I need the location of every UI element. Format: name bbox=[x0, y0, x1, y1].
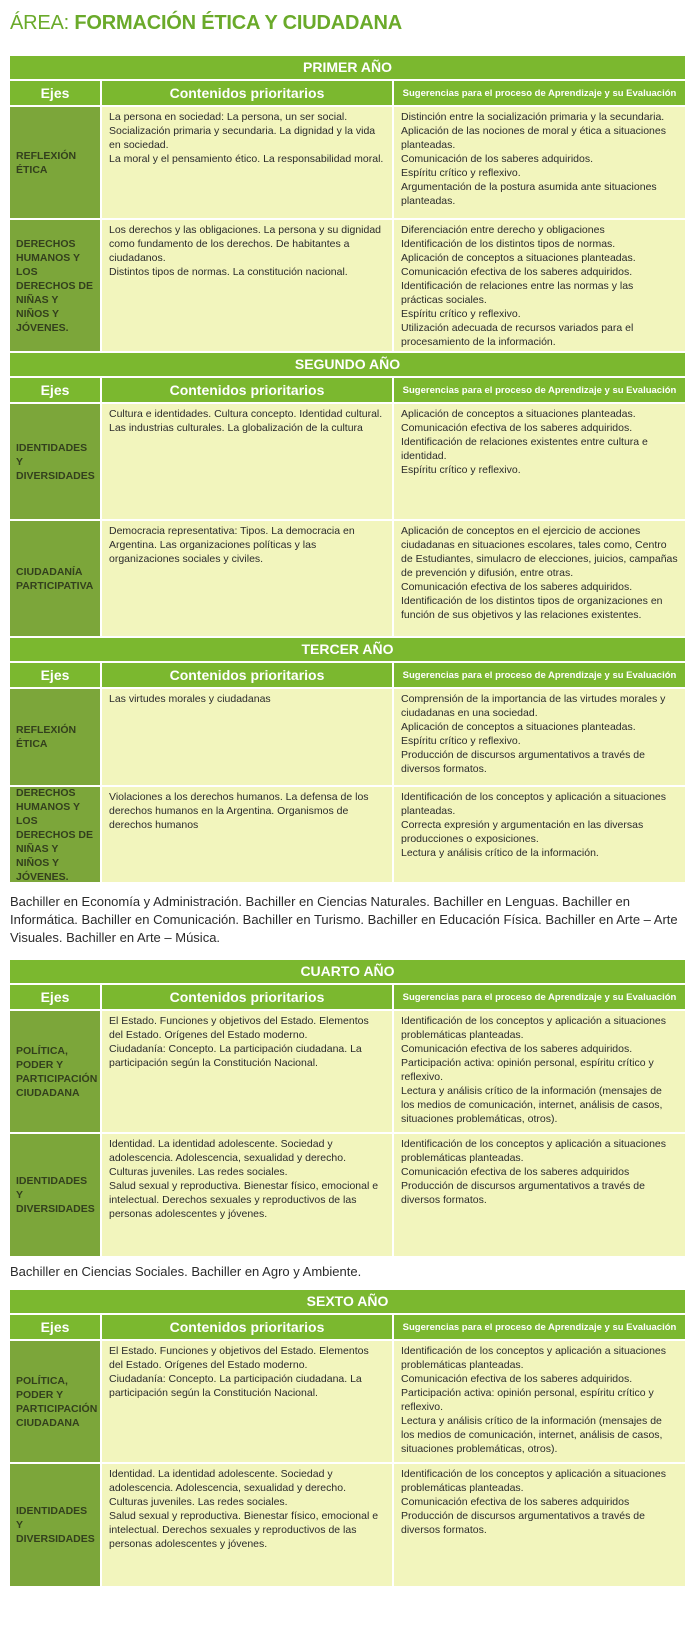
header-contenidos: Contenidos prioritarios bbox=[102, 81, 392, 105]
page-title bbox=[10, 12, 402, 35]
sugerencias-cell: Aplicación de conceptos a situaciones planteadas. Comunicación efectiva de los saberes adquiridos. Identificación de relaciones existentes entre cultura e identidad. Espíritu crítico y reflexivo. bbox=[394, 404, 685, 519]
table-row bbox=[10, 787, 685, 882]
eje-cell: POLÍTICA, PODER Y PARTICIPACIÓN CIUDADANA bbox=[10, 1011, 100, 1132]
sugerencias-cell: Identificación de los conceptos y aplicación a situaciones problemáticas planteadas. Comunicación efectiva de los saberes adquiridos Producción de discursos argumentativos a través de diversos formatos. bbox=[394, 1134, 685, 1256]
header-sugerencias: Sugerencias para el proceso de Aprendizaje y su Evaluación bbox=[394, 378, 685, 402]
sugerencias-cell: Aplicación de conceptos en el ejercicio de acciones ciudadanas en situaciones escolares, tales como, Centro de Estudiantes, simulacro de elecciones, juicios, campañas de prevención y difusión, entre otras. Comunicación efectiva de los saberes adquiridos. Identificación de los distintos tipos de organizaciones en función de sus objetivos y las relaciones existentes. bbox=[394, 521, 685, 636]
table-row bbox=[10, 689, 685, 785]
table-header bbox=[10, 985, 685, 1009]
sugerencias-cell: Diferenciación entre derecho y obligaciones Identificación de los distintos tipos de normas. Aplicación de conceptos a situaciones planteadas. Comunicación efectiva de los saberes adquiridos. Identificación de relaciones entre las normas y las prácticas sociales. Espíritu crítico y reflexivo. Utilización adecuada de recursos variados para el procesamiento de la información. bbox=[394, 220, 685, 351]
eje-cell: CIUDADANÍA PARTICIPATIVA bbox=[10, 521, 100, 636]
table-row bbox=[10, 1464, 685, 1586]
year-banner: TERCER AÑO bbox=[10, 638, 685, 661]
section-tercer-ano bbox=[10, 638, 685, 884]
table-row bbox=[10, 107, 685, 218]
eje-cell: REFLEXIÓN ÉTICA bbox=[10, 107, 100, 218]
sugerencias-cell: Distinción entre la socialización primaria y la secundaria. Aplicación de las nociones de moral y ética a situaciones planteadas. Comunicación de los saberes adquiridos. Espíritu crítico y reflexivo. Argumentación de la postura asumida ante situaciones planteadas. bbox=[394, 107, 685, 218]
table-row bbox=[10, 521, 685, 636]
table-row bbox=[10, 1134, 685, 1256]
eje-cell: IDENTIDADES Y DIVERSIDADES bbox=[10, 404, 100, 519]
header-sugerencias: Sugerencias para el proceso de Aprendizaje y su Evaluación bbox=[394, 663, 685, 687]
sugerencias-cell: Identificación de los conceptos y aplicación a situaciones problemáticas planteadas. Comunicación efectiva de los saberes adquiridos. Participación activa: opinión personal, espíritu crítico y reflexivo. Lectura y análisis crítico de la información (mensajes de los medios de comunicación, internet, análisis de casos, situaciones problemáticas, otros). bbox=[394, 1011, 685, 1132]
year-banner: SEXTO AÑO bbox=[10, 1290, 685, 1313]
header-contenidos: Contenidos prioritarios bbox=[102, 378, 392, 402]
header-ejes: Ejes bbox=[10, 663, 100, 687]
table-row bbox=[10, 1341, 685, 1462]
eje-cell: REFLEXIÓN ÉTICA bbox=[10, 689, 100, 785]
contenidos-cell: El Estado. Funciones y objetivos del Estado. Elementos del Estado. Orígenes del Estado moderno. Ciudadanía: Concepto. La participación ciudadana. La participación según la Constitución Nacional. bbox=[102, 1011, 392, 1132]
year-banner: PRIMER AÑO bbox=[10, 56, 685, 79]
header-contenidos: Contenidos prioritarios bbox=[102, 1315, 392, 1339]
contenidos-cell: La persona en sociedad: La persona, un ser social. Socialización primaria y secundaria. La dignidad y la vida en sociedad. La moral y el pensamiento ético. La responsabilidad moral. bbox=[102, 107, 392, 218]
contenidos-cell: Cultura e identidades. Cultura concepto. Identidad cultural. Las industrias culturales. La globalización de la cultura bbox=[102, 404, 392, 519]
contenidos-cell: Violaciones a los derechos humanos. La defensa de los derechos humanos en la Argentina. Organismos de derechos humanos bbox=[102, 787, 392, 882]
header-ejes: Ejes bbox=[10, 378, 100, 402]
section-sexto-ano bbox=[10, 1290, 685, 1588]
sugerencias-cell: Comprensión de la importancia de las virtudes morales y ciudadanas en una sociedad. Aplicación de conceptos a situaciones planteadas. Espíritu crítico y reflexivo. Producción de discursos argumentativos a través de diversos formatos. bbox=[394, 689, 685, 785]
header-sugerencias: Sugerencias para el proceso de Aprendizaje y su Evaluación bbox=[394, 1315, 685, 1339]
section-cuarto-ano bbox=[10, 960, 685, 1258]
table-header bbox=[10, 663, 685, 687]
area-name: FORMACIÓN ÉTICA Y CIUDADANA bbox=[74, 12, 402, 34]
table-row bbox=[10, 1011, 685, 1132]
year-banner: CUARTO AÑO bbox=[10, 960, 685, 983]
note-bachilleres-2: Bachiller en Ciencias Sociales. Bachiller en Agro y Ambiente. bbox=[10, 1264, 362, 1279]
eje-cell: IDENTIDADES Y DIVERSIDADES bbox=[10, 1464, 100, 1586]
contenidos-cell: El Estado. Funciones y objetivos del Estado. Elementos del Estado. Orígenes del Estado moderno. Ciudadanía: Concepto. La participación ciudadana. La participación según la Constitución Nacional. bbox=[102, 1341, 392, 1462]
contenidos-cell: Democracia representativa: Tipos. La democracia en Argentina. Las organizaciones políticas y las organizaciones sociales y civiles. bbox=[102, 521, 392, 636]
eje-cell: IDENTIDADES Y DIVERSIDADES bbox=[10, 1134, 100, 1256]
contenidos-cell: Identidad. La identidad adolescente. Sociedad y adolescencia. Adolescencia, sexualidad y derecho. Culturas juveniles. Las redes sociales. Salud sexual y reproductiva. Bienestar físico, emocional e intelectual. Derechos sexuales y reproductivos de las personas adolescentes y jóvenes. bbox=[102, 1464, 392, 1586]
header-contenidos: Contenidos prioritarios bbox=[102, 985, 392, 1009]
table-row bbox=[10, 220, 685, 351]
area-label: ÁREA: bbox=[10, 12, 75, 34]
contenidos-cell: Identidad. La identidad adolescente. Sociedad y adolescencia. Adolescencia, sexualidad y derecho. Culturas juveniles. Las redes sociales. Salud sexual y reproductiva. Bienestar físico, emocional e intelectual. Derechos sexuales y reproductivos de las personas adolescentes y jóvenes. bbox=[102, 1134, 392, 1256]
header-sugerencias: Sugerencias para el proceso de Aprendizaje y su Evaluación bbox=[394, 985, 685, 1009]
table-header bbox=[10, 81, 685, 105]
section-primer-ano bbox=[10, 56, 685, 353]
header-ejes: Ejes bbox=[10, 985, 100, 1009]
eje-cell: DERECHOS HUMANOS Y LOS DERECHOS DE NIÑAS Y NIÑOS Y JÓVENES. bbox=[10, 787, 100, 882]
section-segundo-ano bbox=[10, 353, 685, 638]
eje-cell: POLÍTICA, PODER Y PARTICIPACIÓN CIUDADANA bbox=[10, 1341, 100, 1462]
eje-cell: DERECHOS HUMANOS Y LOS DERECHOS DE NIÑAS Y NIÑOS Y JÓVENES. bbox=[10, 220, 100, 351]
header-contenidos: Contenidos prioritarios bbox=[102, 663, 392, 687]
sugerencias-cell: Identificación de los conceptos y aplicación a situaciones planteadas. Correcta expresión y argumentación en las diversas producciones o exposiciones. Lectura y análisis crítico de la información. bbox=[394, 787, 685, 882]
note-bachilleres: Bachiller en Economía y Administración. Bachiller en Ciencias Naturales. Bachiller en Lenguas. Bachiller en Informática. Bachiller en Comunicación. Bachiller en Turismo. Bachiller en Educación Física. Bachiller en Arte – Arte Visuales. Bachiller en Arte – Música. bbox=[10, 894, 678, 945]
header-ejes: Ejes bbox=[10, 81, 100, 105]
table-header bbox=[10, 1315, 685, 1339]
contenidos-cell: Los derechos y las obligaciones. La persona y su dignidad como fundamento de los derechos. De habitantes a ciudadanos. Distintos tipos de normas. La constitución nacional. bbox=[102, 220, 392, 351]
contenidos-cell: Las virtudes morales y ciudadanas bbox=[102, 689, 392, 785]
header-sugerencias: Sugerencias para el proceso de Aprendizaje y su Evaluación bbox=[394, 81, 685, 105]
sugerencias-cell: Identificación de los conceptos y aplicación a situaciones problemáticas planteadas. Comunicación efectiva de los saberes adquiridos. Participación activa: opinión personal, espíritu crítico y reflexivo. Lectura y análisis crítico de la información (mensajes de los medios de comunicación, internet, análisis de casos, situaciones problemáticas, otros). bbox=[394, 1341, 685, 1462]
year-banner: SEGUNDO AÑO bbox=[10, 353, 685, 376]
table-row bbox=[10, 404, 685, 519]
table-header bbox=[10, 378, 685, 402]
sugerencias-cell: Identificación de los conceptos y aplicación a situaciones problemáticas planteadas. Comunicación efectiva de los saberes adquiridos Producción de discursos argumentativos a través de diversos formatos. bbox=[394, 1464, 685, 1586]
header-ejes: Ejes bbox=[10, 1315, 100, 1339]
